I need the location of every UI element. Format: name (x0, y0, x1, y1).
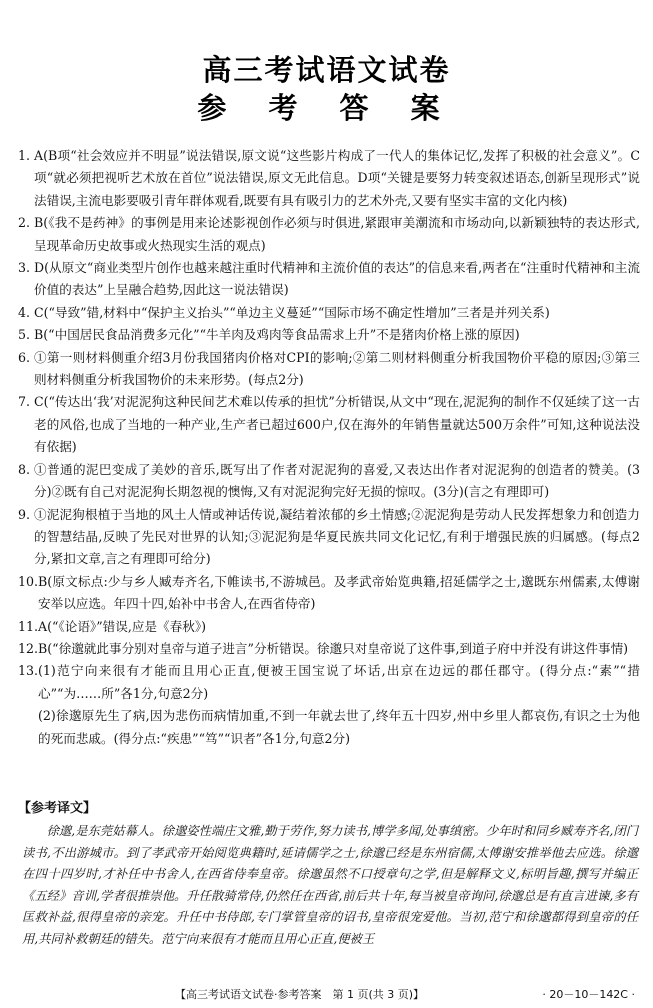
reference-translation-text: 徐邈,是东莞姑幕人。徐邈姿性端庄文雅,勤于劳作,努力读书,博学多闻,处事缜密。少年时和同乡臧寿齐名,闭门读书,不出游城市。到了孝武帝开始阅览典籍时,延请儒学之士,徐邈已经是东州宿儒,太傅谢安推举他去应选。徐邈在四十四岁时,才补任中书舍人,在西省侍奉皇帝。徐邈虽然不口授章句之学,但是解释文义,标明旨趣,撰写并编正《五经》音训,学者很推崇他。升任散骑常侍,仍然任在西省,前后共十年,每当被皇帝询问,徐邈总是有直言进谏,多有匡救补益,很得皇帝的亲宠。升任中书侍郎,专门掌管皇帝的诏书,皇帝很宠爱他。当初,范宁和徐邈都得到皇帝的任用,共同补救朝廷的错失。范宁向来很有才能而且用心正直,便被王 (22, 824, 638, 946)
answer-number: 6. (18, 349, 31, 365)
answer-number: 4. (18, 304, 31, 320)
answer-item (18, 504, 640, 571)
page-title: 高三考试语文试卷 (202, 53, 451, 87)
answer-number: 10. (18, 573, 39, 589)
answer-item (18, 459, 640, 504)
answer-number: 11. (18, 618, 39, 634)
answer-number: 7. (18, 394, 31, 410)
footer-page-info: 【高三考试语文试卷·参考答案 第 1 页(共 3 页)】 (175, 988, 425, 1001)
answer-number: 1. (18, 148, 31, 163)
answer-text: B(“中国居民食品消费多元化”“牛羊肉及鸡肉等食品需求上升”不是猪肉价格上涨的原因) (34, 327, 520, 343)
answer-number: 8. (18, 461, 31, 477)
answer-item (18, 257, 640, 302)
answer-text: ①普通的泥巴变成了美妙的音乐,既写出了作者对泥泥狗的喜爱,又表达出作者对泥泥狗的创造者的赞美。(3分)②既有自己对泥泥狗长期忽视的懊悔,又有对泥泥狗完好无损的惊叹。(3分)(言之有理即可) (34, 461, 640, 500)
answer-item (18, 571, 640, 616)
answer-text: D(从原文“商业类型片创作也越来越注重时代精神和主流价值的表达”的信息来看,两者在“注重时代精神和主流价值的表达”上呈融合趋势,因此这一说法错误) (34, 260, 640, 298)
answer-item (18, 212, 640, 257)
answer-text: ①泥泥狗根植于当地的风土人情或神话传说,凝结着浓郁的乡土情感;②泥泥狗是劳动人民发挥想象力和创造力的智慧结晶,反映了先民对世界的认知;③泥泥狗是华夏民族共同文化记忆,有利于增强民族的归属感。(每点2分,紧扣文章,言之有理即可给分) (34, 506, 640, 567)
answer-subpart: (2)徐邈原先生了病,因为悲伤而病情加重,不到一年就去世了,终年五十四岁,州中乡里人都哀伤,有识之士为他的死而悲戚。(得分点:“疾患”“笃”“识者”各1分,句意2分) (38, 708, 640, 746)
answer-subpart: (1)范宁向来很有才能而且用心正直,便被王国宝说了坏话,出京在边远的郡任郡守。(得分点:“素”“措心”“为……所”各1分,句意2分) (38, 663, 640, 701)
answer-item (18, 391, 640, 458)
answer-number: 12. (18, 640, 39, 656)
reference-translation-heading: 【参考译文】 (18, 801, 97, 816)
page-subtitle: 参 考 答 案 (197, 91, 456, 125)
answer-item (18, 660, 640, 750)
answer-text: C(“传达出‘我’对泥泥狗这种民间艺术难以传承的担忧”分析错误,从文中“现在,泥泥狗的制作不仅延续了这一古老的风俗,也成了当地的一种产业,生产者已超过600户,仅在海外的年销售量就达500万余件”可知,这种说法没有依据) (34, 394, 640, 455)
answer-text: B(《我不是药神》的事例是用来论述影视创作必须与时俱进,紧跟审美潮流和市场动向,以新颖独特的表达形式,呈现革命历史故事或火热现实生活的观点) (34, 215, 640, 253)
answer-number: 9. (18, 506, 31, 522)
answer-text: C(“导致”错,材料中“保护主义抬头”“单边主义蔓延”“国际市场不确定性增加”三者是并列关系) (34, 304, 550, 320)
answer-text: A(B项“社会效应并不明显”说法错误,原文说“这些影片构成了一代人的集体记忆,发挥了积极的社会意义”。C项“就必须把视听艺术放在首位”说法错误,原文无此信息。D项“关键是要努力转变叙述语态,创新呈现形式”说法错误,主流电影要吸引青年群体观看,既要有具有吸引力的艺术外壳,又要有坚实丰富的文化内核) (34, 148, 640, 208)
answer-number: 13. (18, 663, 39, 679)
answer-text: A(“《论语》”错误,应是《春秋》) (38, 618, 207, 634)
answer-text: ①第一则材料侧重介绍3月份我国猪肉价格对CPI的影响;②第二则材料侧重分析我国物价平稳的原因;③第三则材料侧重分析我国物价的未来形势。(每点2分) (34, 349, 640, 388)
answer-text: B(“徐邈就此事分别对皇帝与道子进言”分析错误。徐邈只对皇帝说了这件事,到道子府中并没有讲这件事情) (38, 640, 629, 656)
answer-text: B(原文标点:少与乡人臧寿齐名,下帷读书,不游城邑。及孝武帝始览典籍,招延儒学之士,邈既东州儒素,太傅谢安举以应选。年四十四,始补中书舍人,在西省侍帝) (38, 573, 640, 612)
answer-item (18, 324, 640, 346)
answer-item (18, 347, 640, 392)
answer-item (18, 145, 640, 212)
answer-item (18, 638, 640, 660)
answer-number: 2. (18, 215, 31, 231)
answer-number: 3. (18, 260, 31, 276)
footer-exam-code: · 20－10－142C · (542, 988, 635, 1001)
answer-item (18, 302, 640, 324)
answer-number: 5. (18, 327, 31, 343)
answer-item (18, 616, 640, 638)
answer-list (18, 145, 640, 750)
